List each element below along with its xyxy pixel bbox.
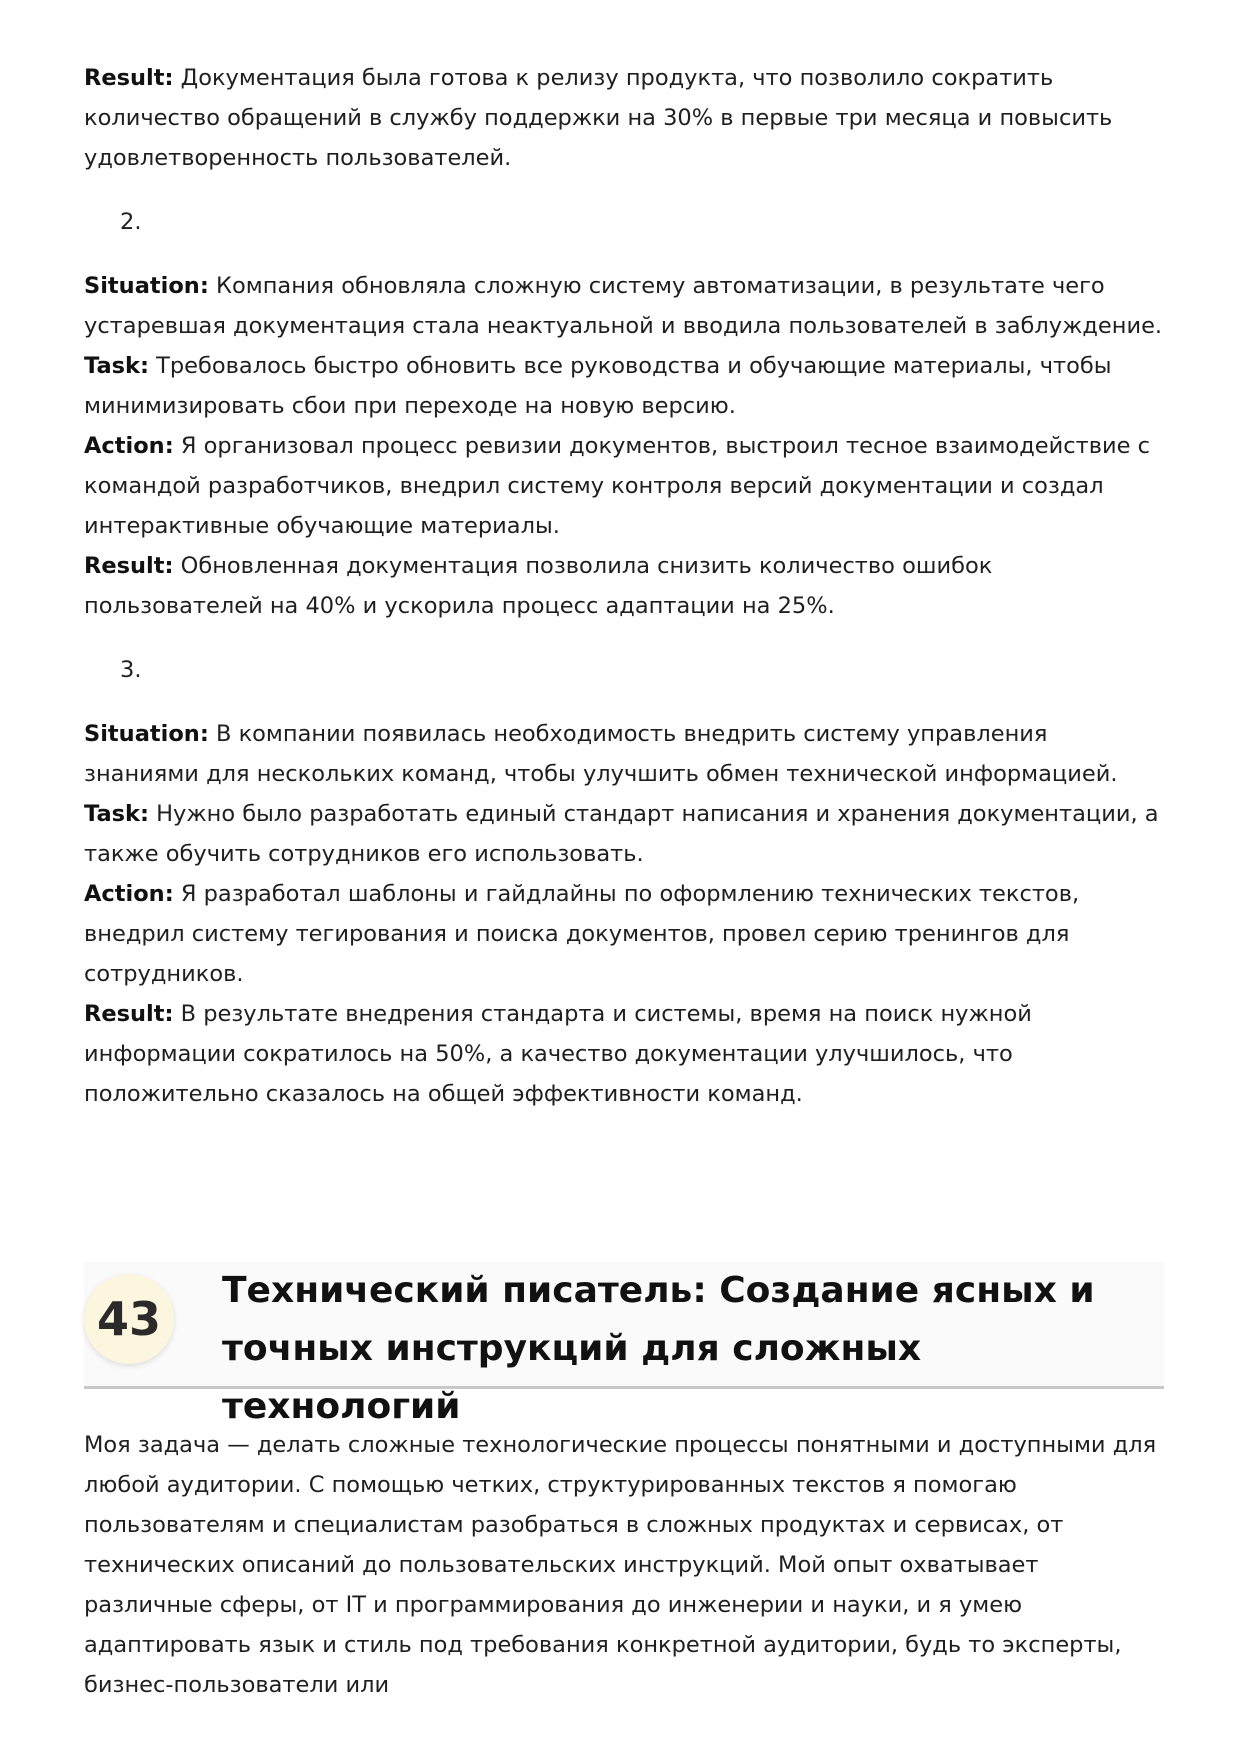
action-label: Action: bbox=[84, 433, 174, 459]
section-intro bbox=[84, 1425, 1164, 1705]
section-title: Технический писатель: Создание ясных и точных инструкций для сложных технологий bbox=[222, 1270, 1095, 1427]
case-3-task bbox=[84, 794, 1164, 874]
case-2-situation-text: Компания обновляла сложную систему автоматизации, в результате чего устаревшая документация стала неактуальной и вводила пользователей в заблуждение. bbox=[84, 273, 1163, 339]
case-3 bbox=[84, 714, 1164, 1114]
case-2-situation bbox=[84, 266, 1164, 346]
case-2 bbox=[84, 266, 1164, 626]
result-label: Result: bbox=[84, 553, 174, 579]
task-label: Task: bbox=[84, 353, 149, 379]
case-2-number: 2. bbox=[120, 209, 142, 235]
case-3-number: 3. bbox=[120, 657, 142, 683]
case-2-task bbox=[84, 346, 1164, 426]
case-1 bbox=[84, 58, 1164, 178]
section-intro-text: Моя задача — делать сложные технологические процессы понятными и доступными для любой аудитории. С помощью четких, структурированных текстов я помогаю пользователям и специалистам разобраться в сложных продуктах и сервисах, от технических описаний до пользовательских инструкций. Мой опыт охватывает различные сферы, от IT и программирования до инженерии и науки, и я умею адаптировать язык и стиль под требования конкретной аудитории, будь то эксперты, бизнес-пользователи или bbox=[84, 1432, 1157, 1698]
situation-label: Situation: bbox=[84, 273, 209, 299]
section-header bbox=[84, 1262, 1164, 1427]
case-studies bbox=[84, 58, 1164, 1114]
result-label: Result: bbox=[84, 1001, 174, 1027]
task-label: Task: bbox=[84, 801, 149, 827]
case-1-result-text: Документация была готова к релизу продукта, что позволило сократить количество обращений в службу поддержки на 30% в первые три месяца и повысить удовлетворенность пользователей. bbox=[84, 65, 1113, 171]
result-label: Result: bbox=[84, 65, 174, 91]
case-3-task-text: Нужно было разработать единый стандарт написания и хранения документации, а также обучить сотрудников его использовать. bbox=[84, 801, 1159, 867]
section-number-badge: 43 bbox=[84, 1274, 174, 1364]
case-3-result bbox=[84, 994, 1164, 1114]
case-3-result-text: В результате внедрения стандарта и системы, время на поиск нужной информации сократилось на 50%, а качество документации улучшилось, что положительно сказалось на общей эффективности команд. bbox=[84, 1001, 1032, 1107]
case-3-action bbox=[84, 874, 1164, 994]
case-2-result-text: Обновленная документация позволила снизить количество ошибок пользователей на 40% и ускорила процесс адаптации на 25%. bbox=[84, 553, 993, 619]
case-1-result bbox=[84, 58, 1164, 178]
situation-label: Situation: bbox=[84, 721, 209, 747]
case-3-situation bbox=[84, 714, 1164, 794]
case-2-action bbox=[84, 426, 1164, 546]
action-label: Action: bbox=[84, 881, 174, 907]
case-2-action-text: Я организовал процесс ревизии документов, выстроил тесное взаимодействие с командой разработчиков, внедрил систему контроля версий документации и создал интерактивные обучающие материалы. bbox=[84, 433, 1150, 539]
case-3-situation-text: В компании появилась необходимость внедрить систему управления знаниями для нескольких команд, чтобы улучшить обмен технической информацией. bbox=[84, 721, 1118, 787]
case-3-action-text: Я разработал шаблоны и гайдлайны по оформлению технических текстов, внедрил систему тегирования и поиска документов, провел серию тренингов для сотрудников. bbox=[84, 881, 1080, 987]
case-2-result bbox=[84, 546, 1164, 626]
case-2-task-text: Требовалось быстро обновить все руководства и обучающие материалы, чтобы минимизировать сбои при переходе на новую версию. bbox=[84, 353, 1112, 419]
